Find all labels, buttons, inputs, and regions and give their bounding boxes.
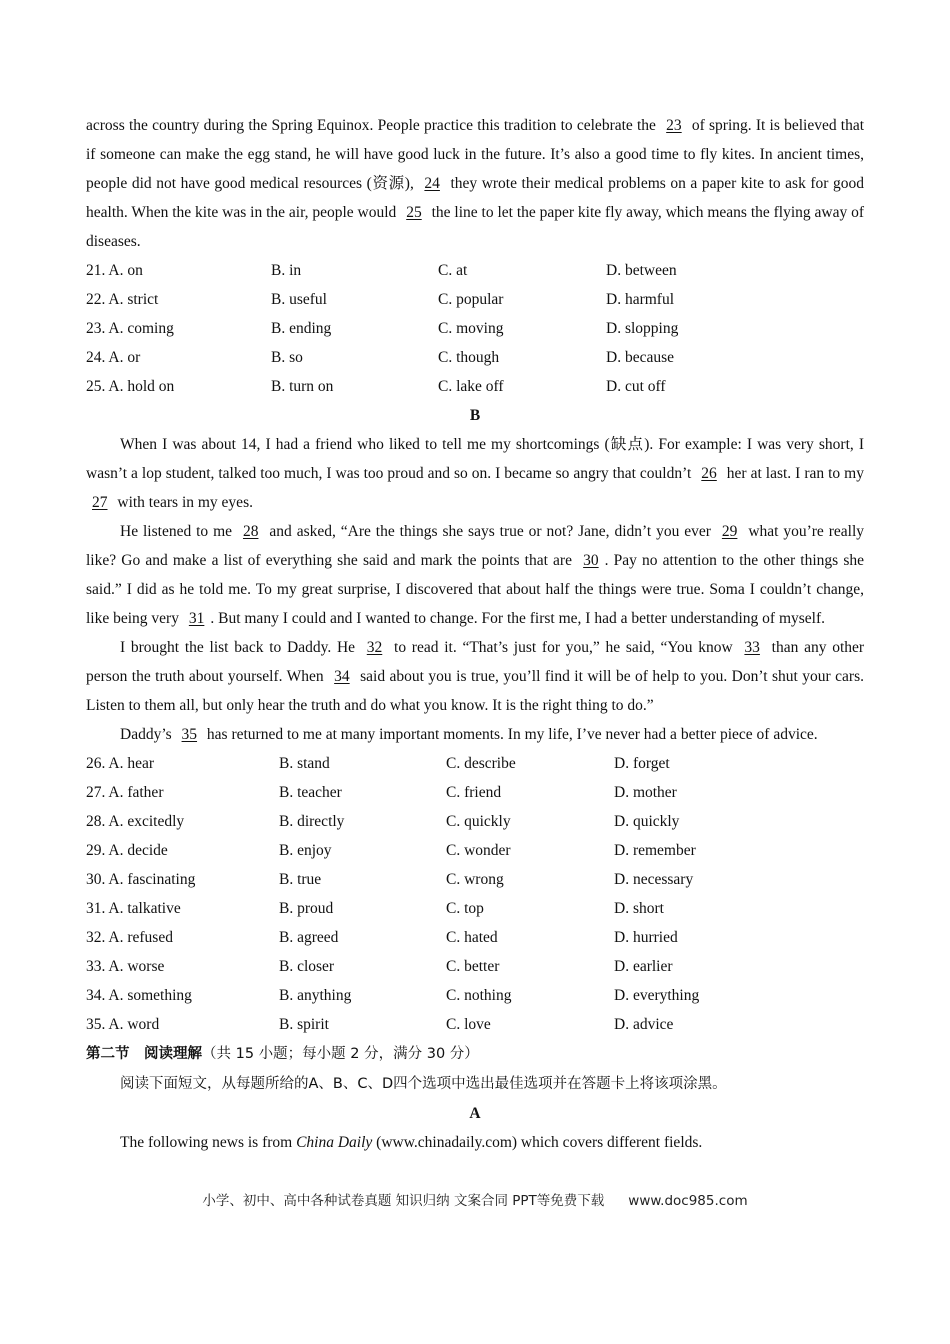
- option-d: D. everything: [614, 987, 700, 1004]
- option-a: 30. A. fascinating: [86, 871, 196, 888]
- option-c: C. better: [446, 958, 500, 975]
- passage-a-tail: [86, 111, 864, 256]
- question-row-33: [86, 952, 864, 981]
- option-b: B. so: [271, 349, 303, 366]
- option-a: 35. A. word: [86, 1016, 160, 1033]
- blank-34: 34: [334, 668, 350, 685]
- section-2-title: [86, 1039, 864, 1069]
- blank-31: 31: [188, 610, 205, 627]
- option-c: C. love: [446, 1016, 491, 1033]
- option-a: 25. A. hold on: [86, 378, 175, 395]
- option-b: B. teacher: [279, 784, 342, 801]
- section-2-instruction: 阅读下面短文，从每题所给的A、B、C、D四个选项中选出最佳选项并在答题卡上将该项涂黑。: [120, 1076, 727, 1092]
- question-row-22: [86, 285, 864, 314]
- option-c: C. hated: [446, 929, 498, 946]
- option-b: B. true: [279, 871, 322, 888]
- text-run: her at last. I ran to my: [726, 465, 864, 482]
- option-a: 23. A. coming: [86, 320, 174, 337]
- question-row-24: [86, 343, 864, 372]
- blank-30: 30: [583, 552, 599, 569]
- text-run: said about you is true, you’ll find it will be of help to you. Don’t shut your cars. Listen to them all, but only hear the truth and do what you know. It is the right thing to do.”: [86, 668, 864, 714]
- option-b: B. enjoy: [279, 842, 332, 859]
- option-c: C. wrong: [446, 871, 504, 888]
- option-d: D. because: [606, 349, 674, 366]
- blank-26: 26: [701, 465, 717, 482]
- text-run: . Pay no attention to the other things she said.” I did as he told me. To my great surprise, I discovered that about half the things were true. Soma I couldn’t change, like being very: [86, 552, 864, 627]
- option-d: D. forget: [614, 755, 670, 772]
- section-2-heading-a: A: [469, 1105, 481, 1122]
- option-a: 27. A. father: [86, 784, 164, 801]
- option-d: D. between: [606, 262, 677, 279]
- option-c: C. describe: [446, 755, 516, 772]
- page-footer: [0, 1189, 950, 1209]
- option-c: C. popular: [438, 291, 504, 308]
- text-run: across the country during the Spring Equinox. People practice this tradition to celebrate the: [86, 117, 656, 134]
- question-row-30: [86, 865, 864, 894]
- question-row-28: [86, 807, 864, 836]
- option-b: B. anything: [279, 987, 352, 1004]
- text-run: than any other person the truth about yourself. When: [86, 639, 865, 685]
- option-a: 32. A. refused: [86, 929, 173, 946]
- question-row-34: [86, 981, 864, 1010]
- section-2-name: 第二节 阅读理解: [86, 1046, 202, 1062]
- question-row-21: [86, 256, 864, 285]
- question-row-23: [86, 314, 864, 343]
- text-run: He listened to me: [120, 523, 233, 540]
- option-b: B. ending: [271, 320, 332, 337]
- option-c: C. quickly: [446, 813, 511, 830]
- question-row-29: [86, 836, 864, 865]
- text-run: the line to let the paper kite fly away, which means the flying away of diseases.: [86, 204, 865, 250]
- option-a: 26. A. hear: [86, 755, 155, 772]
- text-run: Daddy’s: [120, 726, 172, 743]
- text-run: has returned to me at many important moments. In my life, I’ve never had a better piece of advice.: [206, 726, 818, 743]
- text-run: they wrote their medical problems on a paper kite to ask for good health. When the kite was in the air, people would: [86, 175, 865, 221]
- option-c: C. top: [446, 900, 484, 917]
- option-a: 22. A. strict: [86, 291, 159, 308]
- option-b: B. proud: [279, 900, 334, 917]
- passage-b-paragraph-2: [86, 517, 864, 633]
- option-b: B. closer: [279, 958, 335, 975]
- option-b: B. turn on: [271, 378, 334, 395]
- passage-b-paragraph-4: [86, 720, 864, 749]
- blank-33: 33: [744, 639, 760, 656]
- option-d: D. quickly: [614, 813, 680, 830]
- option-c: C. wonder: [446, 842, 511, 859]
- questions-b: [86, 749, 864, 1039]
- option-c: C. nothing: [446, 987, 512, 1004]
- question-row-25: [86, 372, 864, 401]
- footer-text: 小学、初中、高中各种试卷真题 知识归纳 文案合同 PPT等免费下载: [202, 1193, 605, 1209]
- option-d: D. cut off: [606, 378, 666, 395]
- blank-35: 35: [181, 726, 198, 743]
- text-run: . But many I could and I wanted to change. For the first me, I had a better understanding of myself.: [210, 610, 826, 627]
- blank-24: 24: [424, 175, 440, 192]
- option-d: D. slopping: [606, 320, 679, 337]
- option-d: D. advice: [614, 1016, 674, 1033]
- document-page: [86, 111, 864, 1157]
- text-run: of spring. It is believed that if someone can make the egg stand, he will have good luck in the future. It’s also a good time to fly kites. In ancient times, people did not have good medical resources (资源),: [86, 117, 865, 192]
- option-d: D. remember: [614, 842, 696, 859]
- option-d: D. hurried: [614, 929, 678, 946]
- option-d: D. mother: [614, 784, 677, 801]
- blank-23: 23: [666, 117, 682, 134]
- section-2-scoring: （共 15 小题；每小题 2 分，满分 30 分）: [202, 1046, 479, 1062]
- option-a: 21. A. on: [86, 262, 143, 279]
- option-d: D. necessary: [614, 871, 694, 888]
- passage-b-paragraph-1: [86, 430, 864, 517]
- section-heading-b: B: [469, 407, 481, 424]
- option-b: B. directly: [279, 813, 345, 830]
- option-c: C. lake off: [438, 378, 504, 395]
- question-row-27: [86, 778, 864, 807]
- reading-a-intro: [86, 1128, 864, 1157]
- question-row-26: [86, 749, 864, 778]
- option-c: C. moving: [438, 320, 504, 337]
- option-a: 31. A. talkative: [86, 900, 181, 917]
- text-run: When I was about 14, I had a friend who liked to tell me my shortcomings (缺点). For example: I was very short, I wasn’t a lop student, talked too much, I was too proud and so on. I became so angry that couldn’t: [86, 436, 864, 482]
- option-c: C. friend: [446, 784, 502, 801]
- option-a: 33. A. worse: [86, 958, 165, 975]
- text-run: to read it. “That’s just for you,” he said, “You know: [394, 639, 733, 656]
- question-row-31: [86, 894, 864, 923]
- option-b: B. in: [271, 262, 302, 279]
- text-run: and asked, “Are the things she says true or not? Jane, didn’t you ever: [269, 523, 711, 540]
- option-a: 34. A. something: [86, 987, 192, 1004]
- text-run: I brought the list back to Daddy. He: [120, 639, 356, 656]
- option-a: 29. A. decide: [86, 842, 168, 859]
- option-c: C. at: [438, 262, 468, 279]
- blank-25: 25: [406, 204, 422, 221]
- question-row-35: [86, 1010, 864, 1039]
- blank-29: 29: [721, 523, 738, 540]
- text-run: with tears in my eyes.: [117, 494, 253, 511]
- option-d: D. short: [614, 900, 664, 917]
- option-d: D. earlier: [614, 958, 673, 975]
- blank-28: 28: [242, 523, 259, 540]
- footer-site: www.doc985.com: [628, 1193, 748, 1209]
- text-run: what you’re really like? Go and make a list of everything she said and mark the points that are: [86, 523, 865, 569]
- option-b: B. stand: [279, 755, 330, 772]
- question-row-32: [86, 923, 864, 952]
- option-b: B. spirit: [279, 1016, 329, 1033]
- blank-32: 32: [366, 639, 383, 656]
- source-name: China Daily: [296, 1134, 373, 1151]
- blank-27: 27: [92, 494, 108, 511]
- option-a: 28. A. excitedly: [86, 813, 185, 830]
- option-a: 24. A. or: [86, 349, 141, 366]
- option-d: D. harmful: [606, 291, 675, 308]
- text-run: The following news is from: [120, 1134, 293, 1151]
- option-b: B. agreed: [279, 929, 339, 946]
- option-b: B. useful: [271, 291, 327, 308]
- option-c: C. though: [438, 349, 500, 366]
- passage-b-paragraph-3: [86, 633, 864, 720]
- questions-a: [86, 256, 864, 401]
- text-run: (www.chinadaily.com) which covers different fields.: [376, 1134, 703, 1151]
